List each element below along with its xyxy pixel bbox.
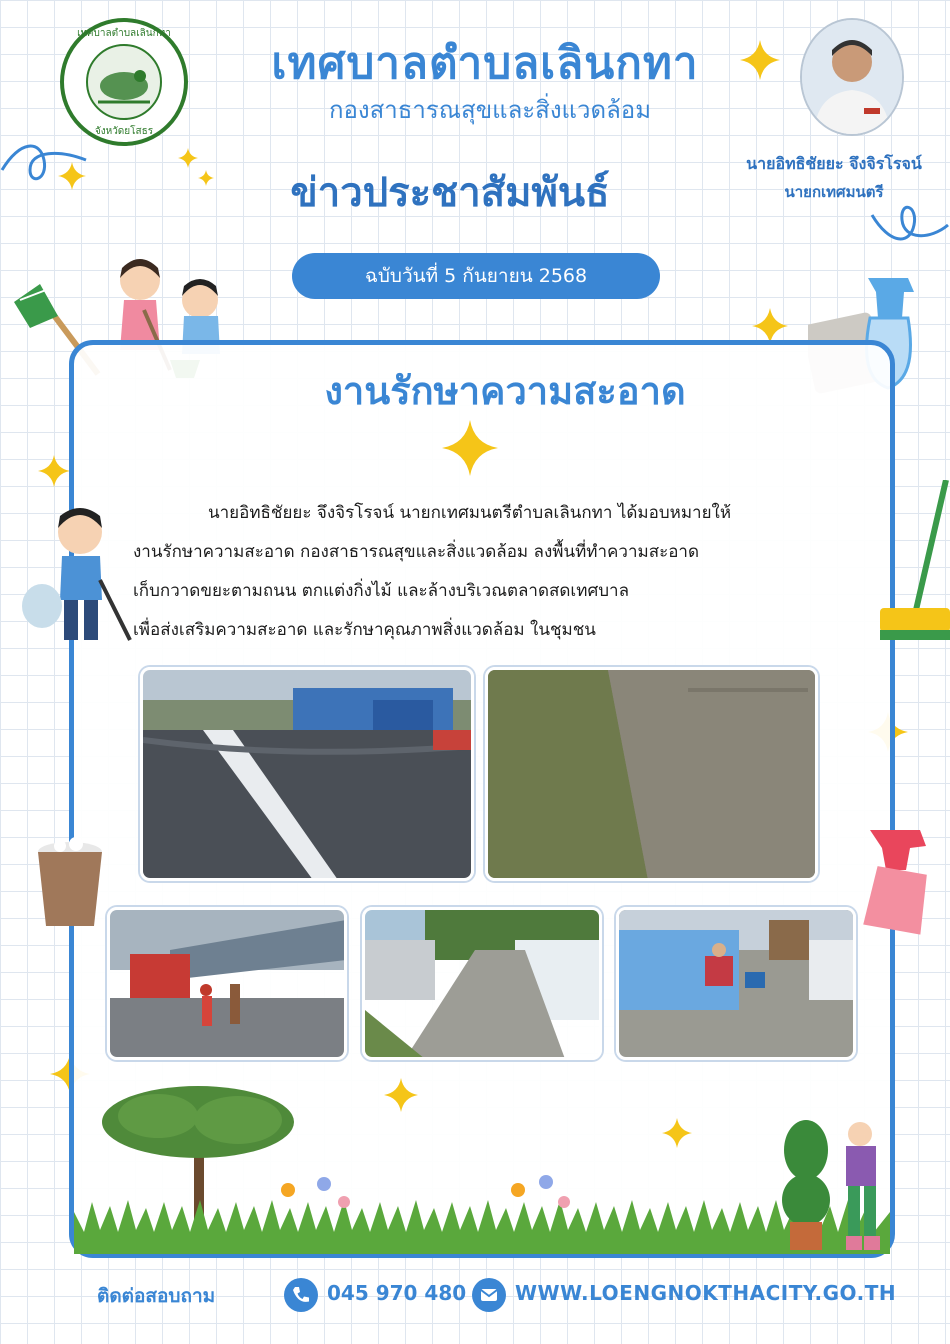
article-title: งานรักษาความสะอาด: [324, 369, 686, 413]
news-heading: ข่าวประชาสัมพันธ์: [290, 170, 610, 216]
grass-decoration: [74, 1172, 890, 1254]
issue-date-badge: ฉบับวันที่ 5 กันยายน 2568: [292, 253, 660, 299]
phone-icon: [284, 1278, 318, 1312]
logo-emblem: [86, 44, 162, 120]
article-body: [133, 494, 863, 650]
star-icon: [58, 162, 86, 190]
trash-bin-icon: [30, 826, 116, 930]
star-icon: [740, 40, 780, 80]
phone-number[interactable]: 045 970 480: [327, 1281, 467, 1305]
gardener-illustration: [776, 1110, 896, 1260]
photo-gravel-path: [485, 667, 818, 881]
mop-icon: [876, 480, 950, 650]
mayor-position: นายกเทศมนตรี: [784, 183, 884, 201]
logo-text-bottom: จังหวัดยโสธร: [94, 126, 154, 137]
contact-label: ติดต่อสอบถาม: [97, 1285, 216, 1307]
organization-subtitle: กองสาธารณสุขและสิ่งแวดล้อม: [328, 96, 652, 124]
bird-emblem-icon: [88, 46, 160, 118]
star-icon: [442, 420, 498, 476]
mayor-name: นายอิทธิชัยยะ จึงจิรโรจน์: [746, 154, 922, 173]
star-icon: [38, 455, 70, 487]
article-line: เพื่อส่งเสริมความสะอาด และรักษาคุณภาพสิ่งแวดล้อม ในชุมชน: [133, 620, 596, 640]
mayor-portrait: [800, 18, 904, 136]
organization-title: เทศบาลตำบลเลินกทา: [271, 38, 699, 89]
decorative-swirl-right: [870, 195, 950, 255]
logo-text-top: เทศบาลตำบลเลินกทา: [77, 28, 171, 39]
photo-sidewalk: [362, 907, 602, 1060]
star-icon: [384, 1078, 418, 1112]
star-icon: [662, 1118, 692, 1148]
article-line: เก็บกวาดขยะตามถนน ตกแต่งกิ่งไม้ และล้างบริเวณตลาดสดเทศบาล: [133, 581, 629, 601]
star-icon: [178, 148, 198, 168]
star-icon: [198, 170, 214, 186]
article-line: งานรักษาความสะอาด กองสาธารณสุขและสิ่งแวดล้อม ลงพื้นที่ทำความสะอาด: [133, 542, 700, 562]
star-icon: [752, 308, 788, 344]
photo-worker-sweeping: [616, 907, 856, 1060]
email-icon: [472, 1278, 506, 1312]
photo-market-cleaning: [107, 907, 347, 1060]
municipality-logo: [60, 18, 188, 146]
website-link[interactable]: WWW.LOENGNOKTHACITY.GO.TH: [515, 1281, 897, 1305]
pink-spray-bottle-icon: [850, 826, 940, 938]
boy-with-trash-bag-illustration: [20, 500, 140, 650]
article-line: นายอิทธิชัยยะ จึงจิรโรจน์ นายกเทศมนตรีตำบลเลินกทา ได้มอบหมายให้: [208, 503, 732, 523]
photo-road-washing: [140, 667, 474, 881]
